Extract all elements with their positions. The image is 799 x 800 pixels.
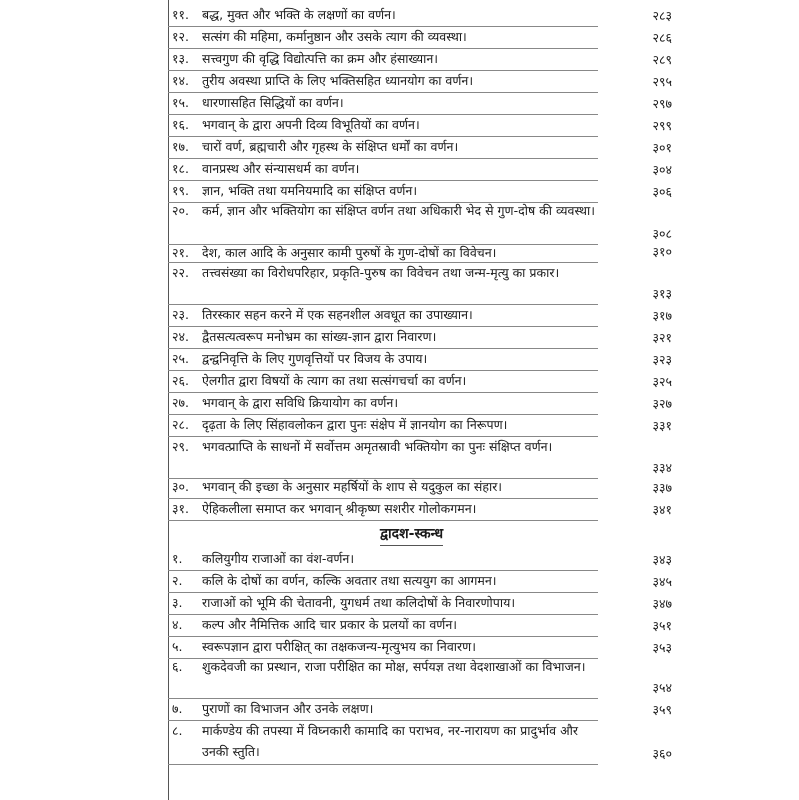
entry-page-number: ३५४	[652, 680, 672, 695]
entry-title: ज्ञान, भक्ति तथा यमनियमादि का संक्षिप्त वर्णन।	[202, 183, 418, 198]
entry-number: २९.	[172, 439, 189, 454]
toc-entry	[168, 92, 672, 115]
entry-number: १४.	[172, 73, 189, 88]
entry-title: शुकदेवजी का प्रस्थान, राजा परीक्षित का मोक्ष, सर्पयज्ञ तथा वेदशाखाओं का विभाजन।	[202, 659, 586, 674]
toc-entry	[168, 592, 672, 615]
toc-entry	[168, 136, 672, 159]
entry-title: कर्म, ज्ञान और भक्तियोग का संक्षिप्त वर्णन तथा अधिकारी भेद से गुण-दोष की व्यवस्था।	[202, 203, 596, 218]
entry-page-number: ३६०	[652, 746, 672, 761]
entry-page-number: ३२७	[652, 396, 672, 411]
entry-page-number: ३२१	[652, 330, 672, 345]
entry-number: २८.	[172, 417, 189, 432]
entry-number: ७.	[172, 701, 183, 716]
entry-page-number: २८६	[652, 30, 672, 45]
toc-entry	[168, 548, 672, 571]
entry-page-number: ३४१	[652, 502, 672, 517]
entry-number: २०.	[172, 203, 189, 218]
entry-page-number: २८३	[652, 8, 672, 23]
entry-page-number: ३४३	[652, 552, 672, 567]
entry-page-number: ३१०	[652, 244, 672, 259]
entry-number: २३.	[172, 307, 189, 322]
entry-page-number: ३४७	[652, 596, 672, 611]
toc-entry	[168, 476, 672, 499]
toc-entry	[168, 70, 672, 93]
entry-page-number: २९७	[652, 96, 672, 111]
entry-number: ४.	[172, 617, 183, 632]
entry-number: ३१.	[172, 501, 189, 516]
entry-number: २१.	[172, 245, 189, 260]
entry-title: सत्संग की महिमा, कर्मानुष्ठान और उसके त्याग की व्यवस्था।	[202, 29, 467, 44]
entry-title: दृढ़ता के लिए सिंहावलोकन द्वारा पुनः संक्षेप में ज्ञानयोग का निरूपण।	[202, 417, 508, 432]
entry-title: द्वन्द्वनिवृत्ति के लिए गुणवृत्तियों पर विजय के उपाय।	[202, 351, 428, 366]
entry-number: २४.	[172, 329, 189, 344]
entry-title: ऐलगीत द्वारा विषयों के त्याग का तथा सत्संगचर्चा का वर्णन।	[202, 373, 467, 388]
toc-entry	[168, 158, 672, 181]
entry-title: स्वरूपज्ञान द्वारा परीक्षित् का तक्षकजन्य-मृत्युभय का निवारण।	[202, 639, 476, 654]
entry-title: राजाओं को भूमि की चेतावनी, युगधर्म तथा कलिदोषों के निवारणोपाय।	[202, 595, 516, 610]
entry-page-number: ३१३	[652, 286, 672, 301]
entry-number: १७.	[172, 139, 189, 154]
toc-entry	[168, 698, 672, 721]
entry-number: १९.	[172, 183, 189, 198]
toc-entry	[168, 570, 672, 593]
entry-number: १.	[172, 551, 183, 566]
toc-entry	[168, 200, 672, 245]
entry-number: ६.	[172, 659, 183, 674]
toc-entry	[168, 436, 672, 479]
toc-entry	[168, 262, 672, 305]
entry-page-number: ३०८	[652, 226, 672, 241]
toc-entry	[168, 498, 672, 521]
toc-entry	[168, 326, 672, 349]
entry-title: तत्त्वसंख्या का विरोधपरिहार, प्रकृति-पुरुष का विवेचन तथा जन्म-मृत्यु का प्रकार।	[202, 265, 560, 280]
entry-page-number: २९९	[652, 118, 672, 133]
entry-page-number: २९५	[652, 74, 672, 89]
toc-entry	[168, 348, 672, 371]
entry-number: १६.	[172, 117, 189, 132]
entry-page-number: ३०६	[652, 184, 672, 199]
entry-title: कल्प और नैमित्तिक आदि चार प्रकार के प्रलयों का वर्णन।	[202, 617, 458, 632]
entry-title: वानप्रस्थ और संन्यासधर्म का वर्णन।	[202, 161, 360, 176]
toc-entry	[168, 114, 672, 137]
toc-entry	[168, 4, 672, 27]
entry-title: देश, काल आदि के अनुसार कामी पुरुषों के गुण-दोषों का विवेचन।	[202, 245, 497, 260]
toc-entry	[168, 244, 672, 263]
entry-page-number: २८९	[652, 52, 672, 67]
toc-entry	[168, 614, 672, 637]
entry-number: २६.	[172, 373, 189, 388]
entry-title: भगवान् के द्वारा सविधि क्रियायोग का वर्णन।	[202, 395, 399, 410]
entry-page-number: ३५९	[652, 702, 672, 717]
entry-page-number: ३३४	[652, 460, 672, 475]
toc-entry	[168, 26, 672, 49]
entry-title: कलियुगीय राजाओं का वंश-वर्णन।	[202, 551, 355, 566]
entry-page-number: ३३७	[652, 480, 672, 495]
toc-entry	[168, 370, 672, 393]
entry-number: ५.	[172, 639, 183, 654]
entry-page-number: ३०४	[652, 162, 672, 177]
entry-title: मार्कण्डेय की तपस्या में विघ्नकारी कामादि का पराभव, नर-नारायण का प्रादुर्भाव और उनकी स्तुति।	[202, 723, 578, 759]
entry-number: २२.	[172, 265, 189, 280]
entry-title: चारों वर्ण, ब्रह्मचारी और गृहस्थ के संक्षिप्त धर्मों का वर्णन।	[202, 139, 459, 154]
entry-title: ऐहिकलीला समाप्त कर भगवान् श्रीकृष्ण सशरीर गोलोकगमन।	[202, 501, 477, 516]
entry-title: द्वैतसत्यत्वरूप मनोभ्रम का सांख्य-ज्ञान द्वारा निवारण।	[202, 329, 437, 344]
toc-entry	[168, 48, 672, 71]
toc-entry	[168, 304, 672, 327]
entry-number: १३.	[172, 51, 189, 66]
entry-page-number: ३५१	[652, 618, 672, 633]
entry-title: भगवान् की इच्छा के अनुसार महर्षियों के शाप से यदुकुल का संहार।	[202, 479, 503, 494]
entry-title: सत्त्वगुण की वृद्धि विद्योत्पत्ति का क्रम और हंसाख्यान।	[202, 51, 439, 66]
toc-entry	[168, 392, 672, 415]
entry-page-number: ३२३	[652, 352, 672, 367]
entry-number: १८.	[172, 161, 189, 176]
entry-number: २५.	[172, 351, 189, 366]
entry-title: धारणासहित सिद्धियों का वर्णन।	[202, 95, 344, 110]
entry-number: १२.	[172, 29, 189, 44]
entry-number: २७.	[172, 395, 189, 410]
toc-entry	[168, 720, 672, 765]
entry-number: १५.	[172, 95, 189, 110]
entry-number: ११.	[172, 7, 189, 22]
entry-number: २.	[172, 573, 183, 588]
entry-title: तुरीय अवस्था प्राप्ति के लिए भक्तिसहित ध्यानयोग का वर्णन।	[202, 73, 474, 88]
entry-title: तिरस्कार सहन करने में एक सहनशील अवधूत का उपाख्यान।	[202, 307, 473, 322]
entry-page-number: ३४५	[652, 574, 672, 589]
entry-page-number: ३१७	[652, 308, 672, 323]
toc-entry	[168, 656, 672, 699]
entry-title: पुराणों का विभाजन और उनके लक्षण।	[202, 701, 374, 716]
entry-title: बद्ध, मुक्त और भक्ति के लक्षणों का वर्णन।	[202, 7, 396, 22]
toc-entry	[168, 414, 672, 437]
entry-page-number: ३२५	[652, 374, 672, 389]
section-heading: द्वादश-स्कन्ध	[380, 524, 443, 546]
entry-number: ३०.	[172, 479, 189, 494]
entry-title: भगवान् के द्वारा अपनी दिव्य विभूतियों का वर्णन।	[202, 117, 420, 132]
entry-title: भगवत्प्राप्ति के साधनों में सर्वोत्तम अमृतस्रावी भक्तियोग का पुनः संक्षिप्त वर्णन।	[202, 439, 553, 454]
entry-page-number: ३०१	[652, 140, 672, 155]
entry-number: ८.	[172, 723, 183, 738]
entry-page-number: ३५३	[652, 640, 672, 655]
entry-page-number: ३३१	[652, 418, 672, 433]
entry-title: कलि के दोषों का वर्णन, कल्कि अवतार तथा सत्ययुग का आगमन।	[202, 573, 497, 588]
entry-number: ३.	[172, 595, 183, 610]
